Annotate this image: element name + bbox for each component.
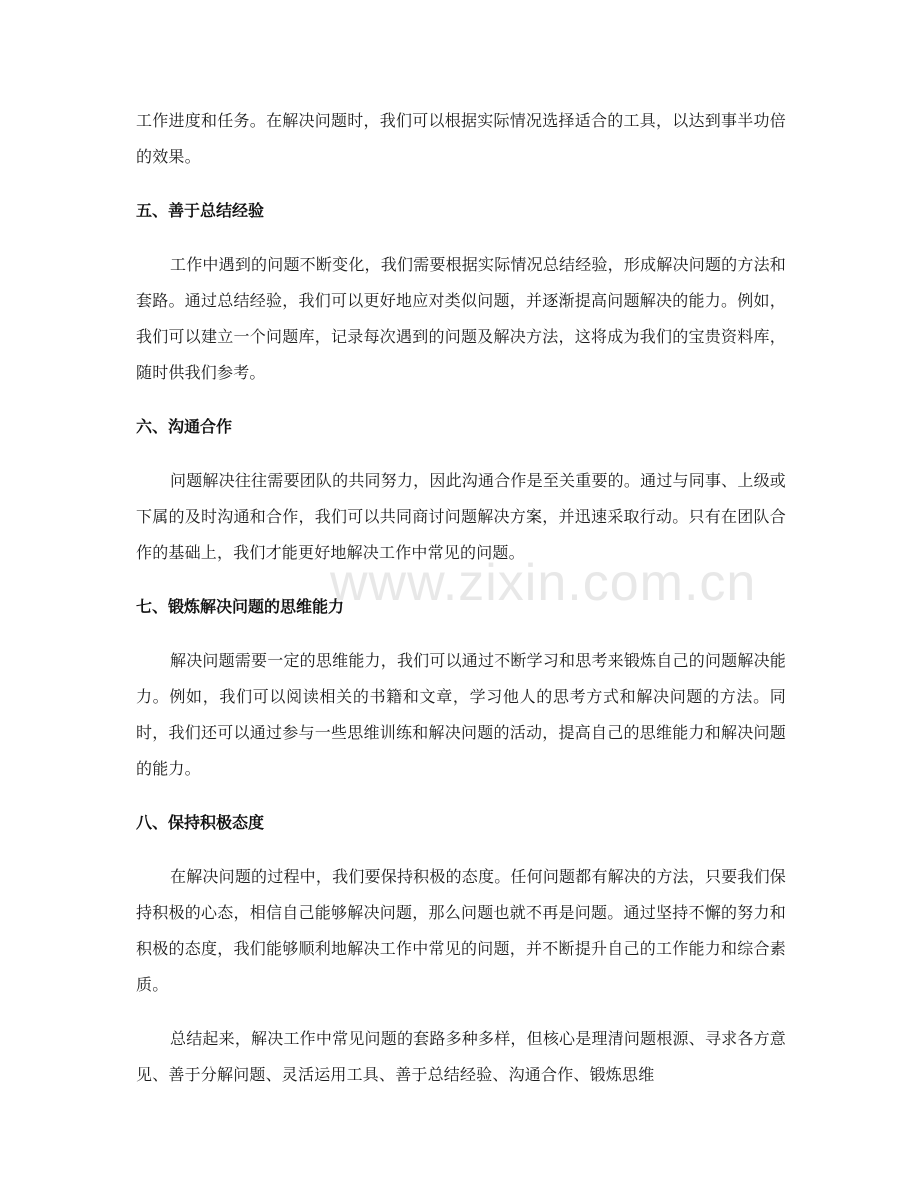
section-heading-8: 八、保持积极态度 — [136, 813, 265, 832]
summary-paragraph: 总结起来，解决工作中常见问题的套路多种多样，但核心是理清问题根源、寻求各方意见、善于分解问题、灵活运用工具、善于总结经验、沟通合作、锻炼思维 — [136, 1029, 786, 1084]
section-heading-5: 五、善于总结经验 — [136, 201, 265, 220]
spacer — [136, 625, 786, 643]
spacer — [136, 229, 786, 247]
watermark-text: www.zixin.com.cn — [330, 554, 757, 612]
spacer — [136, 175, 786, 193]
section-heading-7: 七、锻炼解决问题的思维能力 — [136, 597, 345, 616]
section-paragraph-5: 工作中遇到的问题不断变化，我们需要根据实际情况总结经验，形成解决问题的方法和套路。通过总结经验，我们可以更好地应对类似问题，并逐渐提高问题解决的能力。例如，我们可以建立一个问题库，记录每次遇到的问题及解决方法，这将成为我们的宝贵资料库，随时供我们参考。 — [136, 255, 786, 382]
spacer — [136, 445, 786, 463]
spacer — [136, 1003, 786, 1021]
section-paragraph-6: 问题解决往往需要团队的共同努力，因此沟通合作是至关重要的。通过与同事、上级或下属的及时沟通和合作，我们可以共同商讨问题解决方案，并迅速采取行动。只有在团队合作的基础上，我们才能更好地解决工作中常见的问题。 — [136, 471, 786, 562]
intro-paragraph: 工作进度和任务。在解决问题时，我们可以根据实际情况选择适合的工具，以达到事半功倍的效果。 — [136, 111, 786, 166]
spacer — [136, 787, 786, 805]
section-paragraph-8: 在解决问题的过程中，我们要保持积极的态度。任何问题都有解决的方法，只要我们保持积极的心态，相信自己能够解决问题，那么问题也就不再是问题。通过坚持不懈的努力和积极的态度，我们能够顺利地解决工作中常见的问题，并不断提升自己的工作能力和综合素质。 — [136, 867, 786, 994]
spacer — [136, 841, 786, 859]
spacer — [136, 391, 786, 409]
document-body — [136, 103, 786, 1093]
section-paragraph-7: 解决问题需要一定的思维能力，我们可以通过不断学习和思考来锻炼自己的问题解决能力。例如，我们可以阅读相关的书籍和文章，学习他人的思考方式和解决问题的方法。同时，我们还可以通过参与一些思维训练和解决问题的活动，提高自己的思维能力和解决问题的能力。 — [136, 651, 786, 778]
spacer — [136, 571, 786, 589]
section-heading-6: 六、沟通合作 — [136, 417, 233, 436]
